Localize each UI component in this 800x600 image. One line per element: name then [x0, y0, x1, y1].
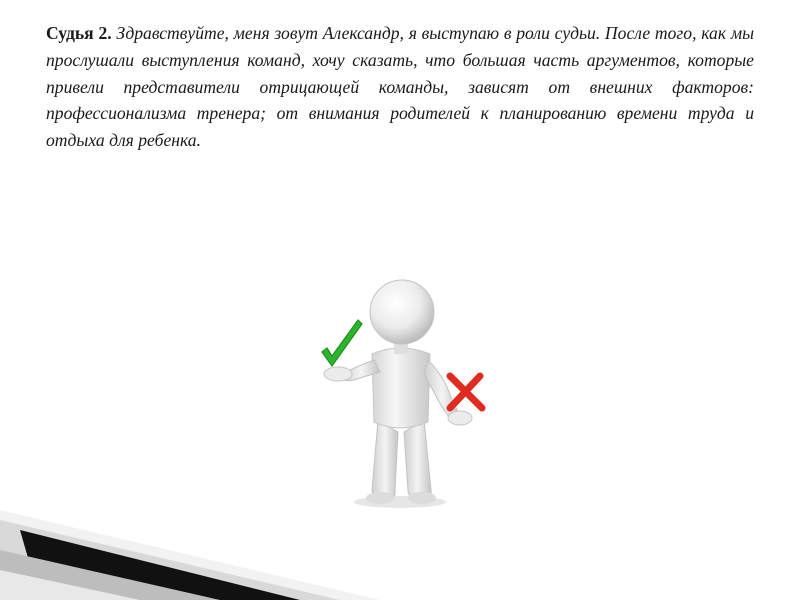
speech-text: Здравствуйте, меня зовут Александр, я выступаю в роли судьи. После того, как мы прослушали выступления команд, хочу сказать, что большая часть аргументов, которые привели представители отрицающей команды, зависят от внешних факторов: профессионализма тренера; от внимания родителей к планированию времени труда и отдыха для ребенка. — [46, 23, 754, 151]
judge-statement — [46, 20, 754, 154]
cross-mark-icon — [450, 376, 482, 408]
person-figure-illustration — [300, 262, 500, 512]
check-mark-icon — [322, 320, 362, 366]
person-figure-icon — [300, 262, 500, 512]
speaker-label: Судья 2. — [46, 23, 112, 43]
corner-decoration — [0, 500, 380, 600]
